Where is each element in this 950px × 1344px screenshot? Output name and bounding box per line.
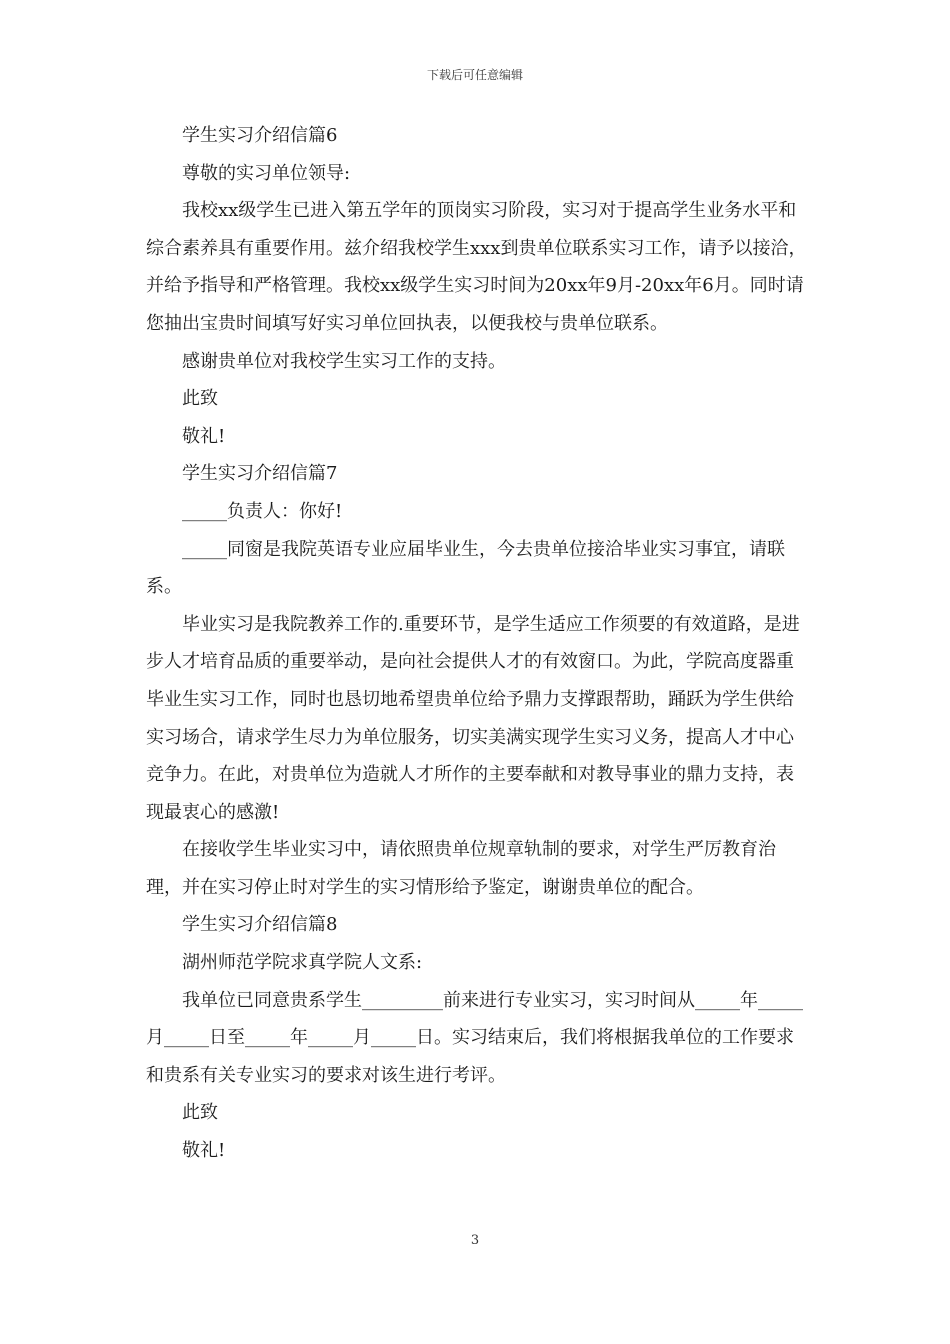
page-header-note: 下载后可任意编辑 <box>426 68 523 82</box>
body-paragraph: 我单位已同意贵系学生_________前来进行专业实习，实习时间从_____年_____月_____日至_____年_____月_____日。实习结束后，我们将根据我单位的工作要求和贵系有关专业实习的要求对该生进行考评。 <box>146 989 803 1086</box>
closing-line: 敬礼! <box>182 1140 226 1162</box>
body-paragraph: 感谢贵单位对我校学生实习工作的支持。 <box>182 350 506 372</box>
section-title-7: 学生实习介绍信篇7 <box>182 463 338 485</box>
closing-line: 此致 <box>182 1102 218 1124</box>
closing-line: 此致 <box>182 388 218 410</box>
body-paragraph: _____同窗是我院英语专业应届毕业生，今去贵单位接洽毕业实习事宜，请联系。 <box>146 538 785 598</box>
body-paragraph: 毕业实习是我院教养工作的.重要环节，是学生适应工作须要的有效道路，是进步人才培育品质的重要举动，是向社会提供人才的有效窗口。为此，学院高度器重毕业生实习工作，同时也恳切地希望贵单位给予鼎力支撑跟帮助，踊跃为学生供给实习场合，请求学生尽力为单位服务，切实美满实现学生实习义务，提高人才中心竞争力。在此，对贵单位为造就人才所作的主要奉献和对教导事业的鼎力支持，表现最衷心的感激! <box>146 613 800 823</box>
salutation: 湖州师范学院求真学院人文系: <box>182 952 423 974</box>
closing-line: 敬礼! <box>182 425 226 447</box>
page-number: 3 <box>470 1233 480 1248</box>
body-paragraph: 在接收学生毕业实习中，请依照贵单位规章轨制的要求，对学生严厉教育治理，并在实习停止时对学生的实习情形给予鉴定，谢谢贵单位的配合。 <box>146 839 776 898</box>
body-paragraph: 我校xx级学生已进入第五学年的顶岗实习阶段，实习对于提高学生业务水平和综合素养具有重要作用。兹介绍我校学生xxx到贵单位联系实习工作，请予以接洽，并给予指导和严格管理。我校xx级学生实习时间为20xx年9月-20xx年6月。同时请您抽出宝贵时间填写好实习单位回执表，以便我校与贵单位联系。 <box>146 200 807 334</box>
section-title-8: 学生实习介绍信篇8 <box>182 914 338 936</box>
section-title-6: 学生实习介绍信篇6 <box>182 125 338 146</box>
salutation: _____负责人：你好! <box>182 500 343 522</box>
document-body <box>146 117 808 1170</box>
salutation: 尊敬的实习单位领导: <box>182 162 351 184</box>
